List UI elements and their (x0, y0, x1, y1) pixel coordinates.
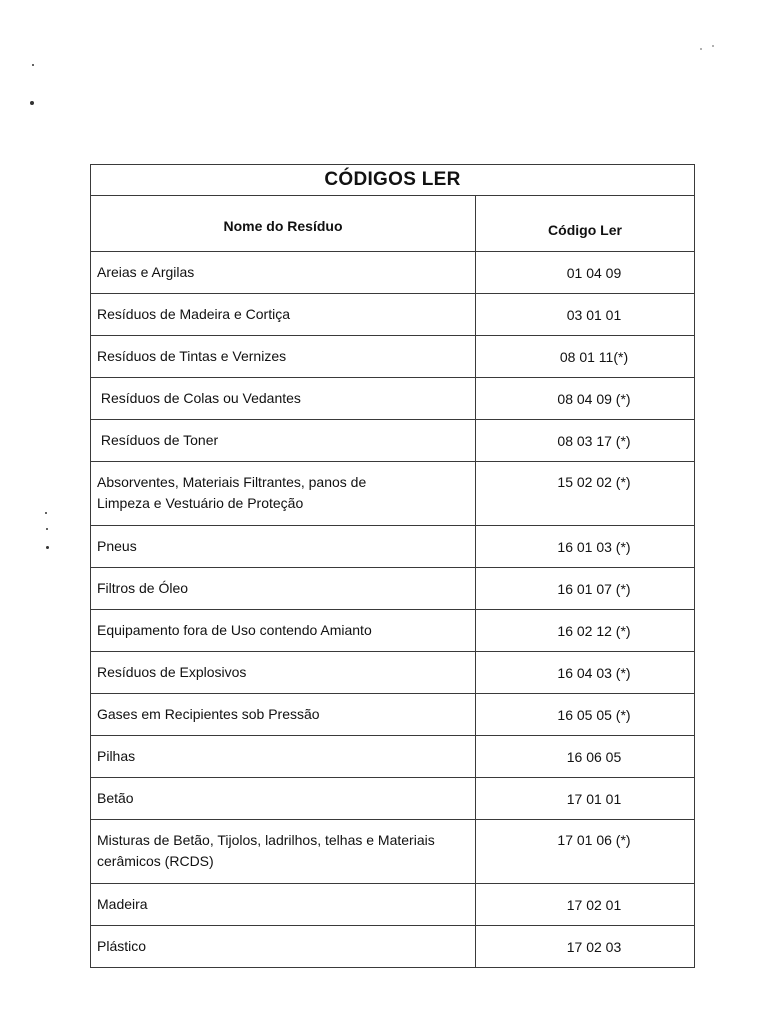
scan-speck (712, 45, 714, 47)
column-header-waste-name: Nome do Resíduo (91, 196, 476, 252)
ler-code: 15 02 02 (*) (476, 462, 695, 526)
ler-code: 16 06 05 (476, 736, 695, 778)
ler-code: 17 02 01 (476, 884, 695, 926)
table-row (91, 526, 695, 568)
scan-speck (46, 528, 48, 530)
table-row (91, 252, 695, 294)
ler-codes-table (90, 164, 695, 968)
scan-speck (700, 48, 702, 50)
table-row (91, 336, 695, 378)
scan-speck (46, 546, 49, 549)
waste-name: Gases em Recipientes sob Pressão (91, 694, 476, 736)
scan-speck (32, 64, 34, 66)
table-row (91, 736, 695, 778)
waste-name: Resíduos de Tintas e Vernizes (91, 336, 476, 378)
table-row (91, 568, 695, 610)
table-row (91, 652, 695, 694)
ler-code: 17 02 03 (476, 926, 695, 968)
table-row (91, 820, 695, 884)
waste-name: Betão (91, 778, 476, 820)
waste-name: Misturas de Betão, Tijolos, ladrilhos, telhas e Materiais cerâmicos (RCDS) (91, 820, 476, 884)
waste-name: Resíduos de Toner (91, 420, 476, 462)
ler-code: 17 01 01 (476, 778, 695, 820)
ler-code: 17 01 06 (*) (476, 820, 695, 884)
ler-code: 16 01 03 (*) (476, 526, 695, 568)
ler-code: 03 01 01 (476, 294, 695, 336)
table-row (91, 884, 695, 926)
waste-name: Resíduos de Explosivos (91, 652, 476, 694)
ler-code: 01 04 09 (476, 252, 695, 294)
table-row (91, 294, 695, 336)
waste-name: Madeira (91, 884, 476, 926)
table-row (91, 420, 695, 462)
table-row (91, 462, 695, 526)
ler-code: 08 03 17 (*) (476, 420, 695, 462)
table-title: CÓDIGOS LER (91, 165, 695, 196)
ler-code: 16 04 03 (*) (476, 652, 695, 694)
table-row (91, 778, 695, 820)
scan-speck (30, 101, 34, 105)
table-row (91, 926, 695, 968)
ler-code: 08 01 11(*) (476, 336, 695, 378)
table-row (91, 610, 695, 652)
table-row (91, 378, 695, 420)
waste-name: Areias e Argilas (91, 252, 476, 294)
waste-name: Plástico (91, 926, 476, 968)
table-row (91, 694, 695, 736)
ler-code: 16 01 07 (*) (476, 568, 695, 610)
waste-name: Pilhas (91, 736, 476, 778)
waste-name: Filtros de Óleo (91, 568, 476, 610)
waste-name: Equipamento fora de Uso contendo Amianto (91, 610, 476, 652)
ler-code: 16 02 12 (*) (476, 610, 695, 652)
waste-name: Absorventes, Materiais Filtrantes, panos de Limpeza e Vestuário de Proteção (91, 462, 476, 526)
waste-name: Pneus (91, 526, 476, 568)
waste-name: Resíduos de Madeira e Cortiça (91, 294, 476, 336)
waste-name: Resíduos de Colas ou Vedantes (91, 378, 476, 420)
ler-code: 16 05 05 (*) (476, 694, 695, 736)
scan-speck (45, 512, 47, 514)
ler-code: 08 04 09 (*) (476, 378, 695, 420)
column-header-ler-code: Código Ler (476, 196, 695, 252)
